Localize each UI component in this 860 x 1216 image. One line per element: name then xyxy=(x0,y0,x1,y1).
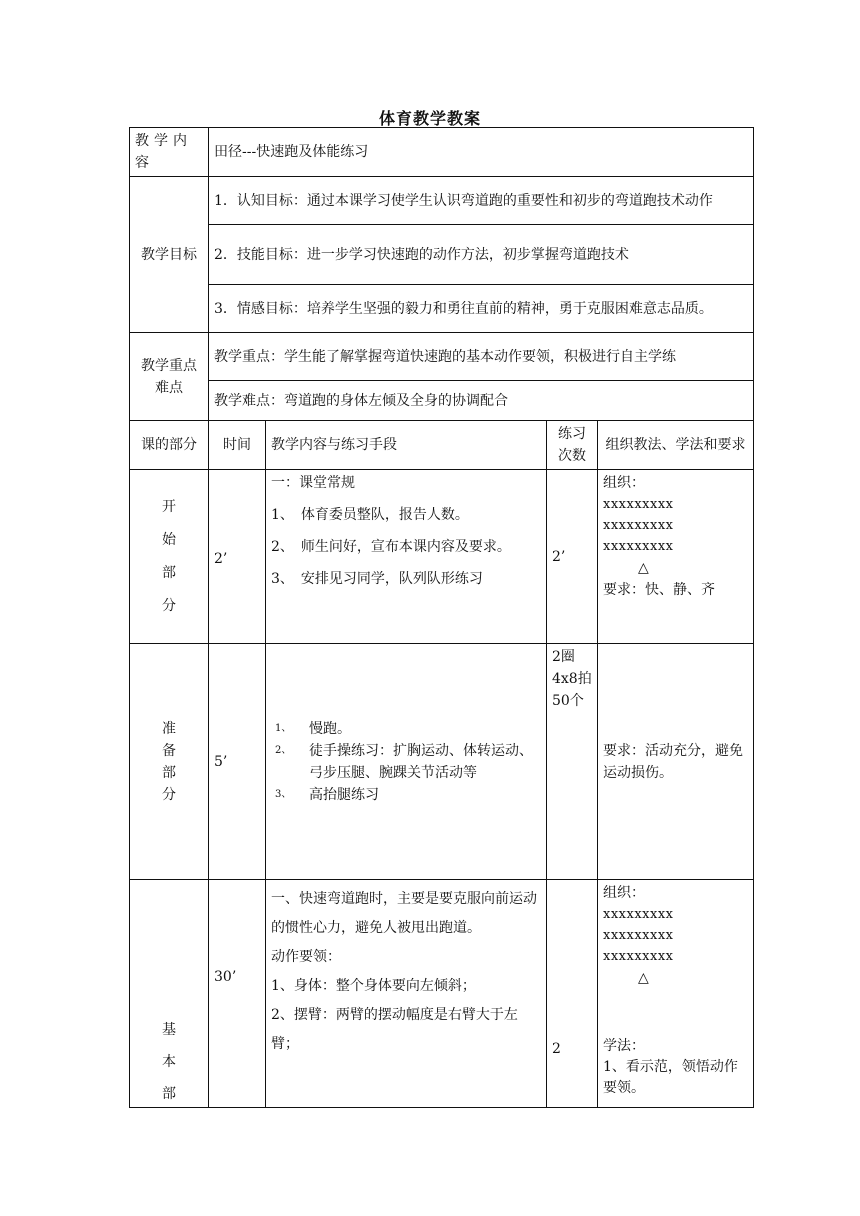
basic-org-label: 组织： xyxy=(603,885,645,901)
basic-time: 30’ xyxy=(209,880,266,1108)
row-basic-part xyxy=(130,880,754,1108)
basic-content xyxy=(266,880,547,1108)
key-label: 教学重点难点 xyxy=(130,333,209,421)
start-time: 2’ xyxy=(209,470,266,644)
basic-part-label: 基 本 部 xyxy=(130,880,209,1108)
difficulty: 教学难点：弯道跑的身体左倾及全身的协调配合 xyxy=(209,381,754,421)
formation-row: xxxxxxxxx xyxy=(603,518,674,533)
header-time: 时间 xyxy=(209,421,266,470)
formation-row: xxxxxxxxx xyxy=(603,928,674,943)
header-method: 组织教法、学法和要求 xyxy=(598,421,754,470)
learn-item-1: 1、看示范，领悟动作要领。 xyxy=(603,1059,738,1096)
prep-item-3: 3、 高抬腿练习 xyxy=(275,786,379,803)
header-part: 课的部分 xyxy=(130,421,209,470)
prep-part-label: 准 备 部 分 xyxy=(130,644,209,880)
start-method xyxy=(598,470,754,644)
start-requirement: 要求：快、静、齐 xyxy=(603,582,715,598)
row-goal-2 xyxy=(130,225,754,285)
basic-item-4: 2、摆臂：两臂的摆动幅度是右臂大于左臂； xyxy=(271,1007,518,1052)
lesson-plan-table xyxy=(129,127,754,1108)
basic-item-2: 动作要领： xyxy=(271,949,341,965)
row-goal-3 xyxy=(130,285,754,333)
learn-label: 学法： xyxy=(603,1038,645,1054)
prep-content xyxy=(266,644,547,880)
start-item-0: 一：课堂常规 xyxy=(271,475,355,491)
goal-emotion: 3．情感目标：培养学生坚强的毅力和勇往直前的精神，勇于克服困难意志品质。 xyxy=(209,285,754,333)
start-part-label: 开 始 部 分 xyxy=(130,470,209,644)
prep-item-1: 1、 慢跑。 xyxy=(275,720,351,737)
formation-row: xxxxxxxxx xyxy=(603,539,674,554)
row-difficulty xyxy=(130,381,754,421)
start-count: 2’ xyxy=(547,470,598,644)
start-item-3: 3、 安排见习同学，队列队形练习 xyxy=(271,571,483,587)
start-content xyxy=(266,470,547,644)
basic-item-1: 一、快速弯道跑时，主要是要克服向前运动的惯性心力，避免人被甩出跑道。 xyxy=(271,891,537,936)
prep-requirement: 要求：活动充分，避免运动损伤。 xyxy=(598,644,754,880)
header-row xyxy=(130,421,754,470)
prep-count: 2圈4x8拍50个 xyxy=(547,644,598,880)
goal-label: 教学目标 xyxy=(130,177,209,333)
key-point: 教学重点：学生能了解掌握弯道快速跑的基本动作要领，积极进行自主学练 xyxy=(209,333,754,381)
content-label: 教学内容 xyxy=(130,128,209,177)
start-item-1: 1、 体育委员整队，报告人数。 xyxy=(271,507,469,523)
header-content: 教学内容与练习手段 xyxy=(266,421,547,470)
formation-row: xxxxxxxxx xyxy=(603,907,674,922)
goal-skill: 2．技能目标：进一步学习快速跑的动作方法，初步掌握弯道跑技术 xyxy=(209,225,754,285)
formation-row: xxxxxxxxx xyxy=(603,497,674,512)
start-org-label: 组织： xyxy=(603,475,645,491)
basic-count: 2 xyxy=(547,880,598,1108)
row-content xyxy=(130,128,754,177)
prep-time: 5’ xyxy=(209,644,266,880)
content-value: 田径---快速跑及体能练习 xyxy=(209,128,754,177)
start-item-2: 2、 师生问好，宣布本课内容及要求。 xyxy=(271,539,511,555)
goal-cognitive: 1．认知目标：通过本课学习使学生认识弯道跑的重要性和初步的弯道跑技术动作 xyxy=(209,177,754,225)
row-key-point xyxy=(130,333,754,381)
row-goal-1 xyxy=(130,177,754,225)
formation-row: xxxxxxxxx xyxy=(603,949,674,964)
document-title: 体育教学教案 xyxy=(378,109,481,128)
header-count: 练习次数 xyxy=(547,421,598,470)
teacher-triangle-icon: △ xyxy=(638,970,649,986)
basic-method xyxy=(598,880,754,1108)
teacher-triangle-icon: △ xyxy=(638,560,649,576)
row-prep-part xyxy=(130,644,754,880)
prep-item-2: 2、 徒手操练习：扩胸运动、体转运动、弓步压腿、腕踝关节活动等 xyxy=(275,742,533,781)
basic-item-3: 1、身体：整个身体要向左倾斜； xyxy=(271,978,476,994)
row-start-part xyxy=(130,470,754,644)
